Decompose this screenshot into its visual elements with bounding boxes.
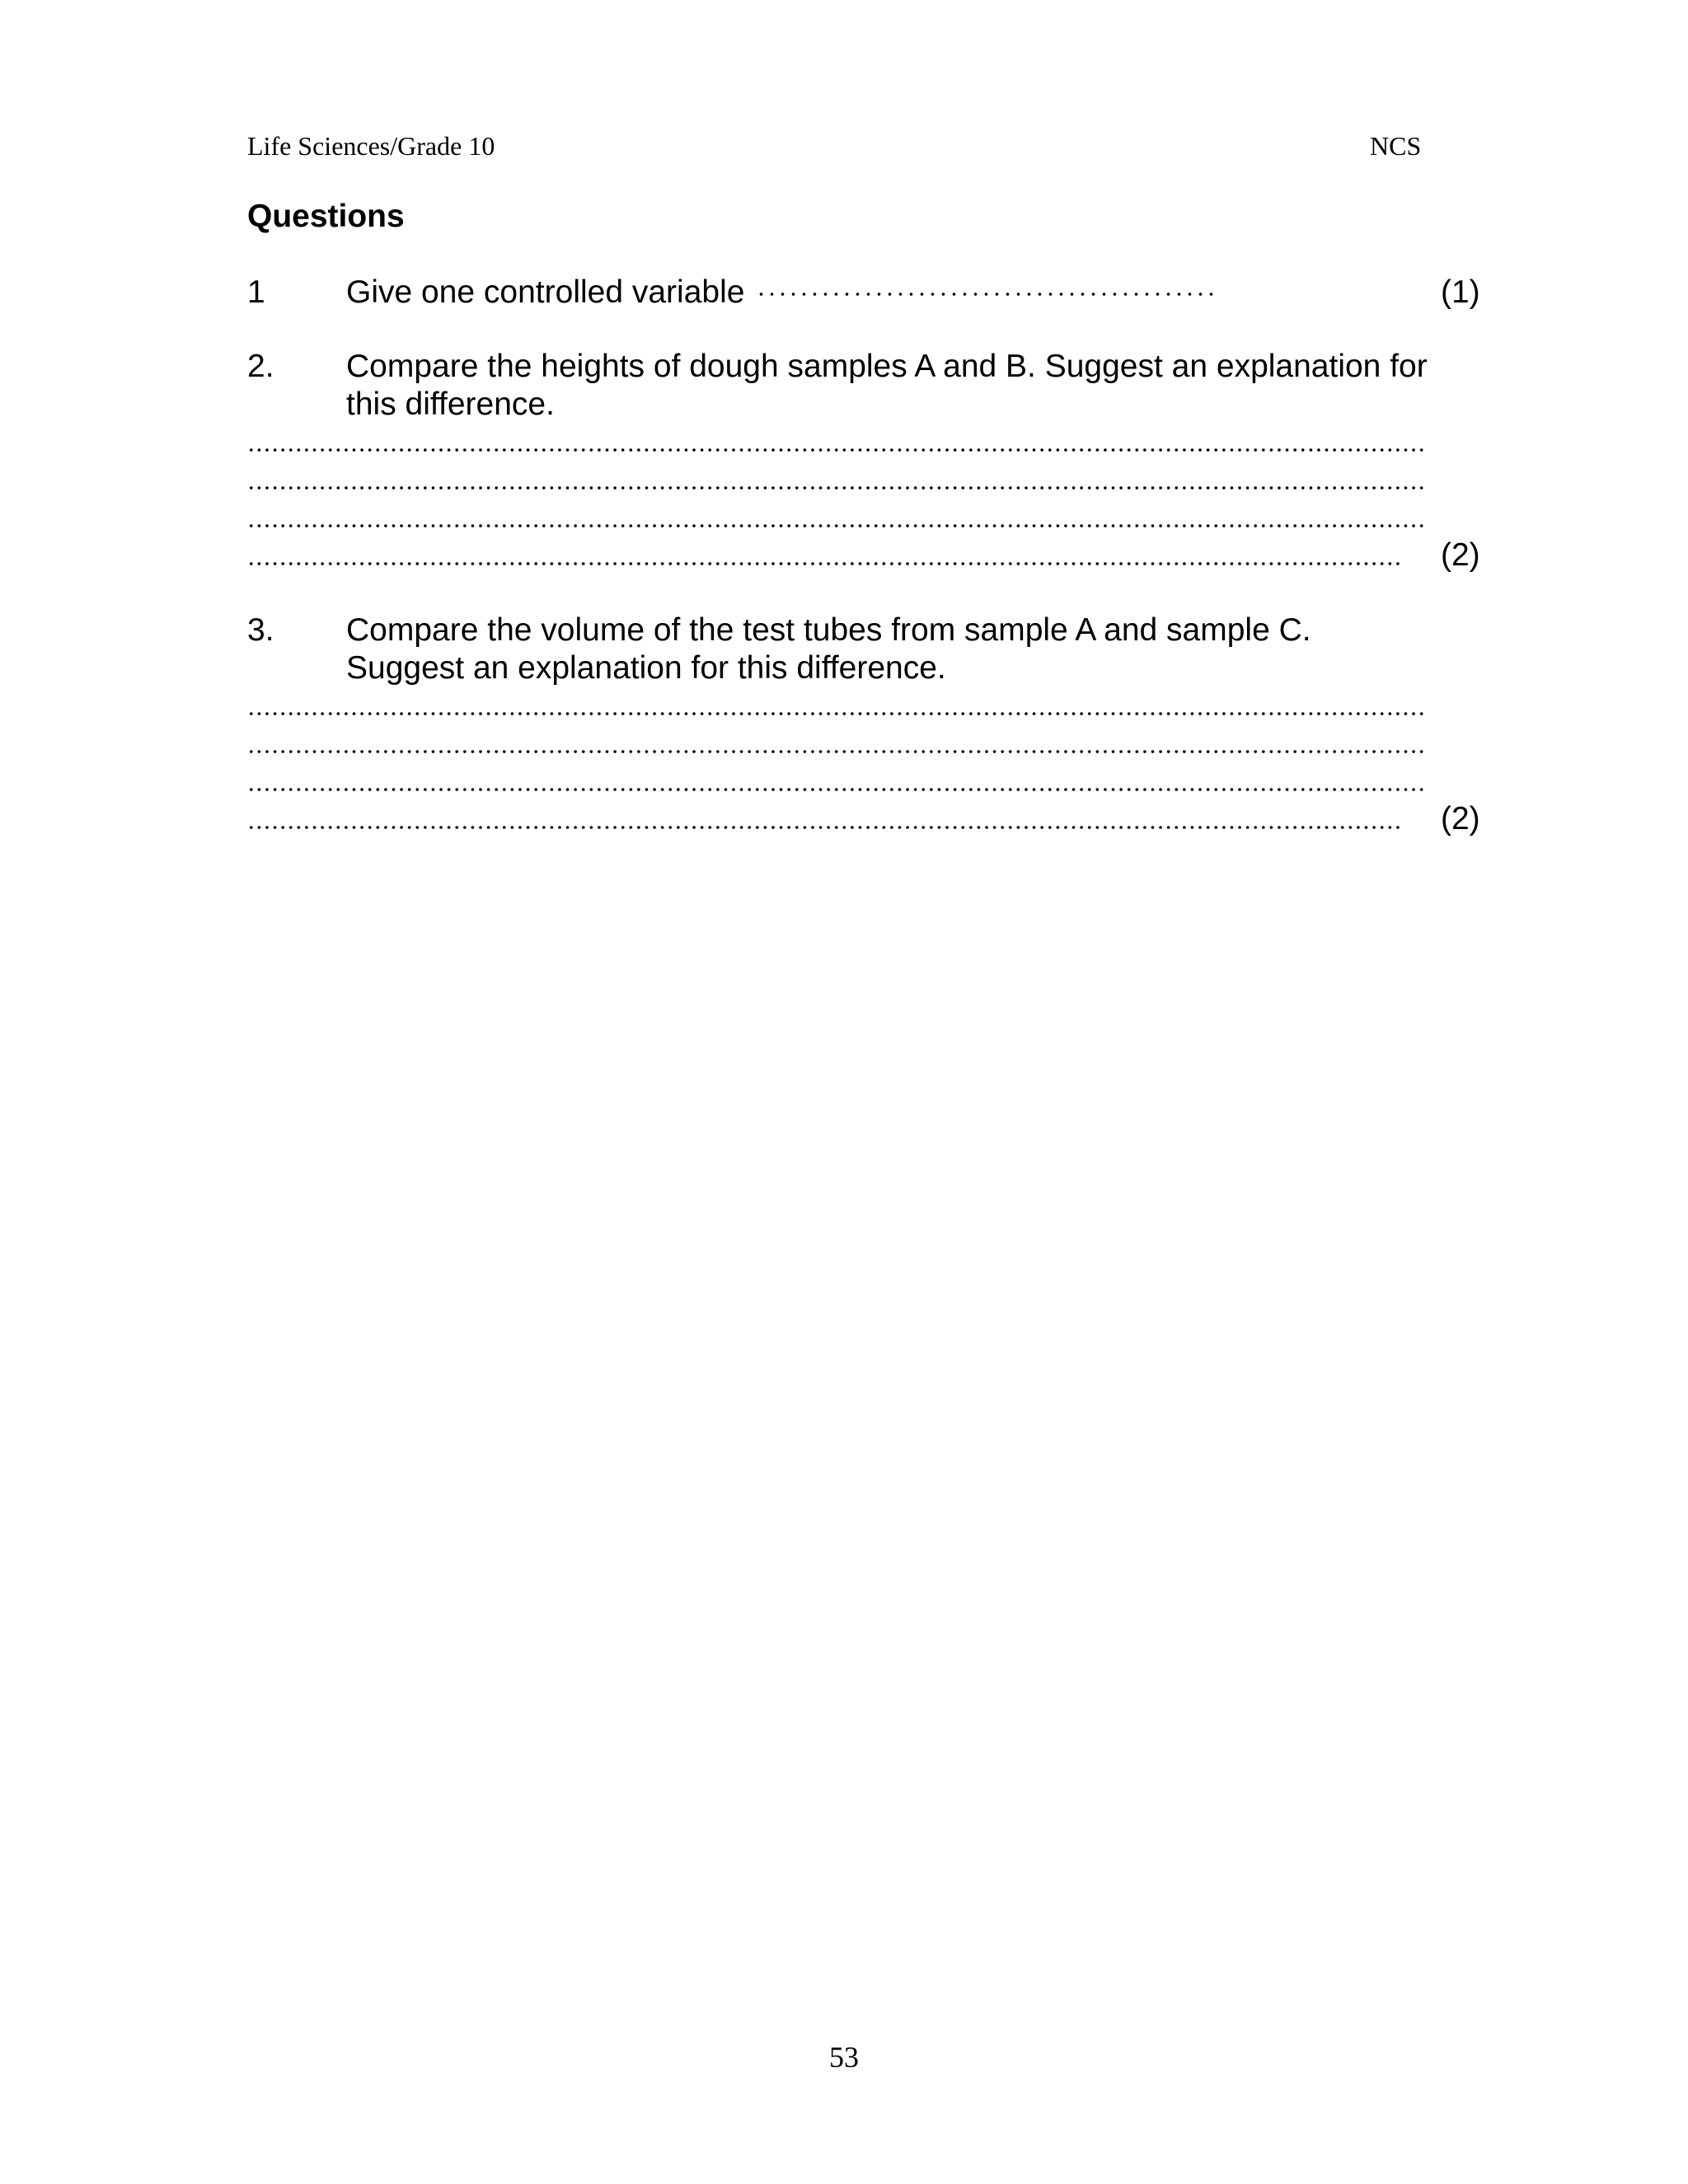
question-3-number: 3. [247, 612, 274, 648]
question-3-text: Compare the volume of the test tubes from sample A and sample C. Suggest an explanation for this difference. [346, 612, 1311, 686]
question-3-answer-line-3[interactable] [247, 786, 1428, 793]
header-subject: Life Sciences/Grade 10 [247, 131, 495, 161]
question-2-answer-line-2[interactable] [247, 485, 1428, 491]
question-1-number: 1 [247, 274, 265, 310]
question-3-answer-line-1[interactable] [247, 710, 1428, 717]
question-2-answer-line-3[interactable] [247, 523, 1428, 529]
question-2-answer-line-1[interactable] [247, 447, 1428, 453]
question-1-text: Give one controlled variable [346, 274, 745, 310]
question-2-number: 2. [247, 349, 274, 384]
question-1 [346, 274, 1434, 312]
question-3-marks: (2) [1441, 801, 1480, 837]
question-1-marks: (1) [1441, 274, 1480, 310]
question-1-answer-line[interactable] [756, 291, 1217, 298]
question-3-answer-line-4[interactable] [247, 824, 1400, 831]
question-2-text: Compare the heights of dough samples A and B. Suggest an explanation for this difference. [346, 349, 1428, 422]
question-3-answer-line-2[interactable] [247, 748, 1428, 755]
section-title: Questions [247, 199, 405, 234]
question-2-answer-line-4[interactable] [247, 560, 1400, 567]
page-number: 53 [829, 2041, 859, 2074]
header-curriculum: NCS [1370, 131, 1422, 161]
question-2-marks: (2) [1441, 537, 1480, 573]
